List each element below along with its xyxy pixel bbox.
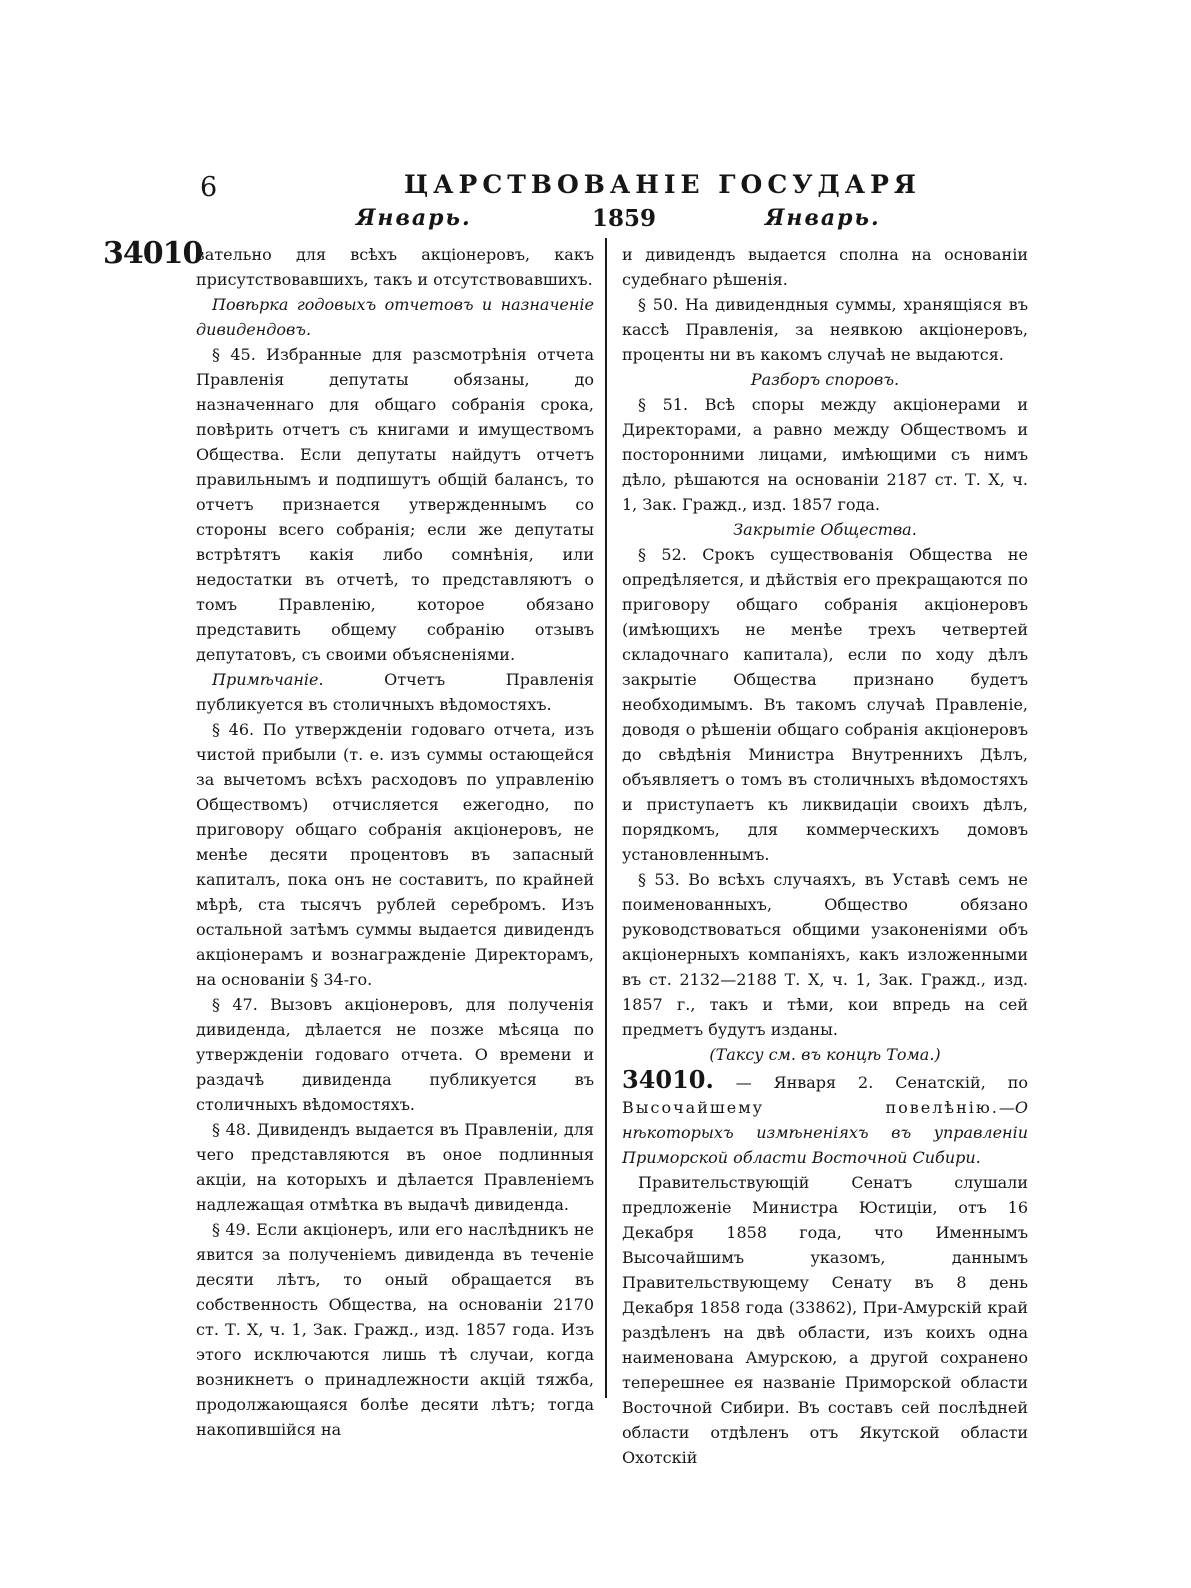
paragraph-46: § 46. По утвержденіи годоваго отчета, изъ чистой прибыли (т. е. изъ суммы остающейся за вычетомъ всѣхъ расходовъ по управленію Обществомъ) отчисляется ежегодно, по приговору общаго собранія акціонеровъ, не менѣе десяти процентовъ въ запасный капиталъ, пока онъ не составитъ, по крайней мѣрѣ, ста тысячъ рублей серебромъ. Изъ остальной затѣмъ суммы выдается дивидендъ акціонерамъ и вознагражденіе Директорамъ, на основаніи § 34-го. (196, 720, 594, 989)
decree-number: 34010. (622, 1065, 714, 1094)
section-heading-disputes: Разборъ споровъ. (750, 370, 900, 389)
section-heading-reports: Повѣрка годовыхъ отчетовъ и назначеніе дивидендовъ. (196, 295, 594, 339)
paragraph-49: § 49. Если акціонеръ, или его наслѣдникъ не явится за полученіемъ дивиденда въ теченіе десяти лѣтъ, то оный обращается въ собственность Общества, на основаніи 2170 ст. Т. X, ч. 1, Зак. Гражд., изд. 1857 года. Изъ этого исключаются лишь тѣ случаи, когда возникнетъ о принадлежности акцій тяжба, продолжающаяся болѣе десяти лѣтъ; тогда накопившійся на (196, 1220, 594, 1439)
running-title: ЦАРСТВОВАНІЕ ГОСУДАРЯ (404, 170, 921, 199)
left-column (196, 242, 594, 1442)
paragraph-45: § 45. Избранные для разсмотрѣнія отчета Правленія депутаты обязаны, до назначеннаго для общаго собранія срока, повѣрить отчетъ съ книгами и имуществомъ Общества. Если депутаты найдутъ отчетъ правильнымъ и подпишутъ общій балансъ, то отчетъ признается утвержденнымъ со стороны всего собранія; если же депутаты встрѣтятъ какія либо сомнѣнія, или недостатки въ отчетѣ, то представляютъ о томъ Правленію, которое обязано представить общему собранію отзывъ депутатовъ, съ своими объясненіями. (196, 345, 594, 664)
paragraph-50: § 50. На дивидендныя суммы, хранящіяся въ кассѣ Правленія, за неявкою акціонеровъ, проценты ни въ какомъ случаѣ не выдаются. (622, 295, 1028, 364)
decree-title: —О нѣкоторыхъ измѣненіяхъ въ управленіи Приморской области Восточной Сибири. (622, 1098, 1028, 1167)
paragraph-continued-right: и дивидендъ выдается сполна на основаніи судебнаго рѣшенія. (622, 245, 1028, 289)
month-right: Январь. (765, 205, 881, 231)
note-label: Примѣчаніе. (212, 670, 324, 689)
paragraph-52: § 52. Срокъ существованія Общества не опредѣляется, и дѣйствія его прекращаются по приговору общаго собранія акціонеровъ (имѣющихъ не менѣе трехъ четвертей складочнаго капитала), если по ходу дѣлъ закрытіе Общества признано будетъ необходимымъ. Въ такомъ случаѣ Правленіе, доводя о рѣшеніи общаго собранія акціонеровъ до свѣдѣнія Министра Внутреннихъ Дѣлъ, объявляетъ о томъ въ столичныхъ вѣдомостяхъ и приступаетъ къ ликвидаціи своихъ дѣлъ, порядкомъ, для коммерческихъ домовъ установленнымъ. (622, 545, 1028, 864)
page-number: 6 (200, 172, 218, 203)
decree-date: — Января 2. Сенатскій, по (735, 1073, 1028, 1092)
paragraph-47: § 47. Вызовъ акціонеровъ, для полученія дивиденда, дѣлается не позже мѣсяца по утвержденіи годоваго отчета. О времени и раздачѣ дивиденда публикуется въ столичныхъ вѣдомостяхъ. (196, 995, 594, 1114)
note (196, 667, 594, 717)
margin-law-number: 34010 (103, 236, 203, 271)
month-left: Январь. (356, 205, 472, 231)
section-heading-closure: Закрытіе Общества. (733, 520, 917, 539)
tax-note: (Таксу см. въ концѣ Тома.) (709, 1045, 941, 1064)
note-text: Отчетъ Правленія публикуется въ столичныхъ вѣдомостяхъ. (196, 670, 594, 714)
column-divider (605, 238, 607, 1398)
decree-authority: Высочайшему повелѣнію. (622, 1098, 999, 1117)
decree-text: Правительствующій Сенатъ слушали предложеніе Министра Юстиціи, отъ 16 Декабря 1858 года, что Именнымъ Высочайшимъ указомъ, даннымъ Правительствующему Сенату въ 8 день Декабря 1858 года (33862), При-Амурскій край раздѣленъ на двѣ области, изъ коихъ одна наименована Амурскою, а другой сохранено теперешнее ея названіе Приморской области Восточной Сибири. Въ составъ сей послѣдней области отдѣленъ отъ Якутской области Охотскій (622, 1173, 1028, 1467)
right-column (622, 242, 1028, 1470)
year: 1859 (592, 205, 657, 232)
paragraph-48: § 48. Дивидендъ выдается въ Правленіи, для чего представляются въ оное подлинныя акціи, на которыхъ и дѣлается Правленіемъ надлежащая отмѣтка въ выдачѣ дивиденда. (196, 1120, 594, 1214)
paragraph-51: § 51. Всѣ споры между акціонерами и Директорами, а равно между Обществомъ и посторонними лицами, имѣющими съ нимъ дѣло, рѣшаются на основаніи 2187 ст. Т. X, ч. 1, Зак. Гражд., изд. 1857 года. (622, 395, 1028, 514)
paragraph-continued: зательно для всѣхъ акціонеровъ, какъ присутствовавшихъ, такъ и отсутствовавшихъ. (196, 245, 594, 289)
paragraph-53: § 53. Во всѣхъ случаяхъ, въ Уставѣ семъ не поименованныхъ, Общество обязано руководствоваться общими узаконеніями объ акціонерныхъ компаніяхъ, какъ изложенными въ ст. 2132—2188 Т. X, ч. 1, Зак. Гражд., изд. 1857 г., такъ и тѣми, кои впредь на сей предметъ будутъ изданы. (622, 870, 1028, 1039)
decree-header (622, 1067, 1028, 1170)
